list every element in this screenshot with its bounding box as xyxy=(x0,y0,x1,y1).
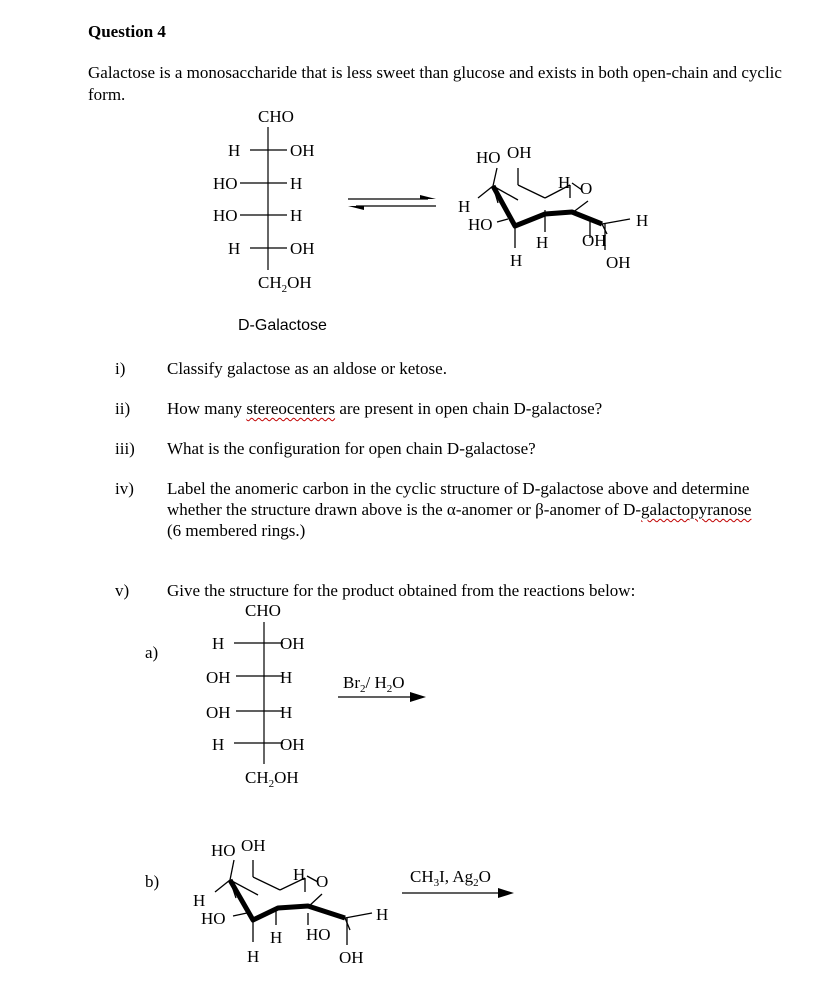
fischer-a-row3-right: H xyxy=(280,703,293,722)
q5-number: v) xyxy=(115,581,130,600)
question-title: Question 4 xyxy=(88,22,166,41)
haworth-top-ho: HO xyxy=(476,148,501,167)
q2-text: How many stereocenters are present in open chain D-galactose? xyxy=(167,399,603,418)
part-b-arrow xyxy=(402,888,514,898)
fischer1-row3-left: HO xyxy=(213,206,238,225)
fischer1-row4-left: H xyxy=(228,239,241,258)
fischer-a-row3-left: OH xyxy=(206,703,231,722)
haworth-left-ho: HO xyxy=(468,215,493,234)
fischer1-row1-right: OH xyxy=(290,141,315,160)
part-b-label: b) xyxy=(145,872,160,891)
fischer1-row4-right: OH xyxy=(290,239,315,258)
fischer-a-row4-right: OH xyxy=(280,735,305,754)
fischer1-bottom: $CH_2OH$ xyxy=(258,273,312,295)
galactose-caption: D-Galactose xyxy=(238,317,327,334)
haworth-b-ring-o: O xyxy=(316,872,329,891)
haworth-b-mid-h: H xyxy=(270,928,283,947)
haworth-b-right-h: H xyxy=(376,905,389,924)
fischer-a-row4-left: H xyxy=(212,735,225,754)
haworth-b-top-ho: HO xyxy=(211,841,236,860)
q2-number: ii) xyxy=(115,399,131,418)
haworth-ring-h: H xyxy=(558,173,571,192)
haworth-right-h: H xyxy=(636,211,649,230)
q4-number: iv) xyxy=(115,479,134,498)
fischer1-row2-right: H xyxy=(290,174,303,193)
haworth-b-bottom-h: H xyxy=(247,947,260,966)
fischer-a-bottom: $CH_2OH$ xyxy=(245,768,299,790)
q3-text: What is the configuration for open chain D-galactose? xyxy=(167,439,536,458)
haworth-top-oh: OH xyxy=(507,143,532,162)
haworth-b-top-oh: OH xyxy=(241,836,266,855)
haworth-mid-h: H xyxy=(536,233,549,252)
part-a-label: a) xyxy=(145,643,159,662)
haworth-b-left-h: H xyxy=(193,891,206,910)
fischer-a-top: CHO xyxy=(245,601,281,620)
fischer1-row3-right: H xyxy=(290,206,303,225)
q5-text: Give the structure for the product obtained from the reactions below: xyxy=(167,581,636,600)
q4-line2: whether the structure drawn above is the α-anomer or β-anomer of D-galactopyranose xyxy=(167,500,752,519)
q4-line3: (6 membered rings.) xyxy=(167,521,306,540)
haworth-bottom-h: H xyxy=(510,251,523,270)
haworth-b-bottom-oh: OH xyxy=(339,948,364,967)
q1-number: i) xyxy=(115,359,126,378)
haworth-bottom-oh: OH xyxy=(606,253,631,272)
part-b-reagent: $CH_3I$, $Ag_2O$ xyxy=(410,867,491,889)
part-a-reagent: $Br_2/$ $H_2O$ xyxy=(343,673,405,695)
q4-line1: Label the anomeric carbon in the cyclic structure of D-galactose above and determine xyxy=(167,479,750,498)
fischer1-row2-left: HO xyxy=(213,174,238,193)
fischer1-row1-left: H xyxy=(228,141,241,160)
haworth-ring-o: O xyxy=(580,179,593,198)
haworth-left-h: H xyxy=(458,197,471,216)
haworth-inner-oh: OH xyxy=(582,231,607,250)
fischer-a-row1-right: OH xyxy=(280,634,305,653)
haworth-b-left-ho: HO xyxy=(201,909,226,928)
q3-number: iii) xyxy=(115,439,135,458)
haworth-b-inner-ho: HO xyxy=(306,925,331,944)
fischer-a-row1-left: H xyxy=(212,634,225,653)
q1-text: Classify galactose as an aldose or ketose. xyxy=(167,359,447,378)
haworth-b-ring-h: H xyxy=(293,865,306,884)
fischer-a-row2-right: H xyxy=(280,668,293,687)
fischer1-top: CHO xyxy=(258,107,294,126)
fischer-a-row2-left: OH xyxy=(206,668,231,687)
intro-paragraph: Galactose is a monosaccharide that is less sweet than glucose and exists in both open-chain and cyclic form. xyxy=(88,63,782,104)
